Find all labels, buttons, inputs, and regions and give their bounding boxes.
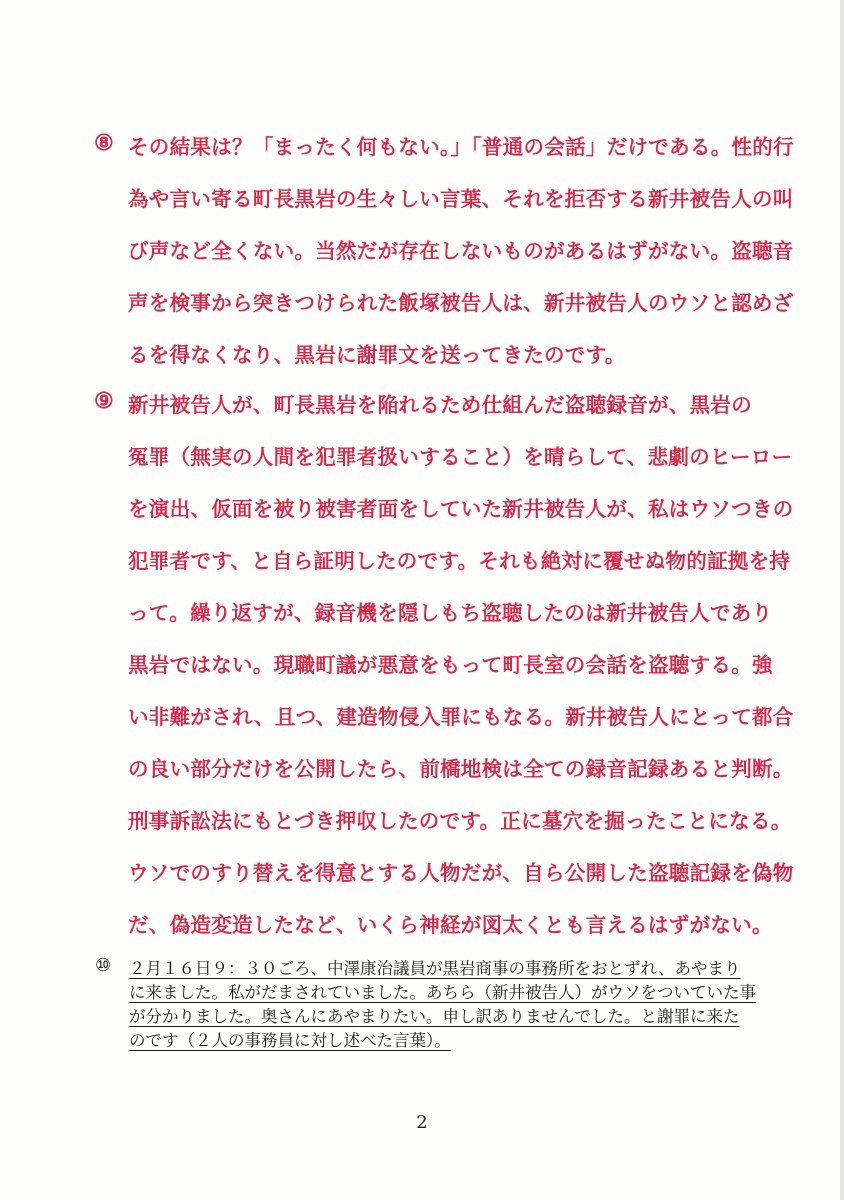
paragraph-line: 犯罪者です、と自ら証明したのです。それも絶対に覆せぬ物的証拠を持: [128, 549, 791, 573]
paragraph-line: 冤罪（無実の人間を犯罪者扱いすること）を晴らして、悲劇のヒーロー: [128, 445, 793, 469]
paragraph-line: って。繰り返すが、録音機を隠しもち盗聴したのは新井被告人であり: [128, 601, 773, 625]
paragraph-line: い非難がされ、且つ、建造物侵入罪にもなる。新井被告人にとって都合: [128, 705, 794, 729]
paragraph-marker: ⑨: [94, 388, 115, 414]
paragraph-line: 為や言い寄る町長黒岩の生々しい言葉、それを拒否する新井被告人の叫: [128, 187, 794, 211]
page-edge-shadow: [840, 0, 844, 1200]
page-number: 2: [416, 1112, 428, 1133]
paragraph-line: 刑事訴訟法にもとづき押収したのです。正に墓穴を掘ったことになる。: [128, 809, 792, 833]
paragraph-line: に来ました。私がだまされていました。あちら（新井被告人）がウソをついていた事: [129, 983, 756, 1002]
paragraph-line: を演出、仮面を被り被害者面をしていた新井被告人が、私はウソつきの: [128, 497, 794, 521]
paragraph-line: ウソでのすり替えを得意とする人物だが、自ら公開した盗聴記録を偽物: [128, 861, 794, 885]
paragraph-line: 声を検事から突きつけられた飯塚被告人は、新井被告人のウソと認めざ: [128, 291, 794, 315]
paragraph-line: その結果は？「まったく何もない。」「普通の会話」だけである。性的行: [128, 135, 794, 159]
paragraph-line: び声など全くない。当然だが存在しないものがあるはずがない。盗聴音: [128, 239, 794, 263]
paragraph-marker: ⑧: [94, 130, 115, 156]
paragraph-line: のです（２人の事務員に対し述べた言葉）。: [129, 1031, 451, 1050]
paragraph-line: 黒岩ではない。現職町議が悪意をもって町長室の会話を盗聴する。強: [128, 653, 773, 677]
paragraph-line: 新井被告人が、町長黒岩を陥れるため仕組んだ盗聴録音が、黒岩の: [128, 393, 752, 417]
paragraph-line: るを得なくなり、黒岩に謝罪文を送ってきたのです。: [128, 343, 626, 367]
paragraph-line: の良い部分だけを公開したら、前橋地検は全ての録音記録あると判断。: [128, 757, 794, 781]
paragraph-line: が分かりました。奥さんにあやまりたい。申し訳ありませんでした。と謝罪に来た: [129, 1007, 740, 1026]
paragraph-line: だ、偽造変造したなど、いくら神経が図太くとも言えるはずがない。: [128, 913, 773, 937]
paragraph-marker: ⑩: [95, 955, 112, 976]
paragraph-line: ２月１６日９：３０ごろ、中澤康治議員が黒岩商事の事務所をおとずれ、あやまり: [129, 959, 741, 978]
